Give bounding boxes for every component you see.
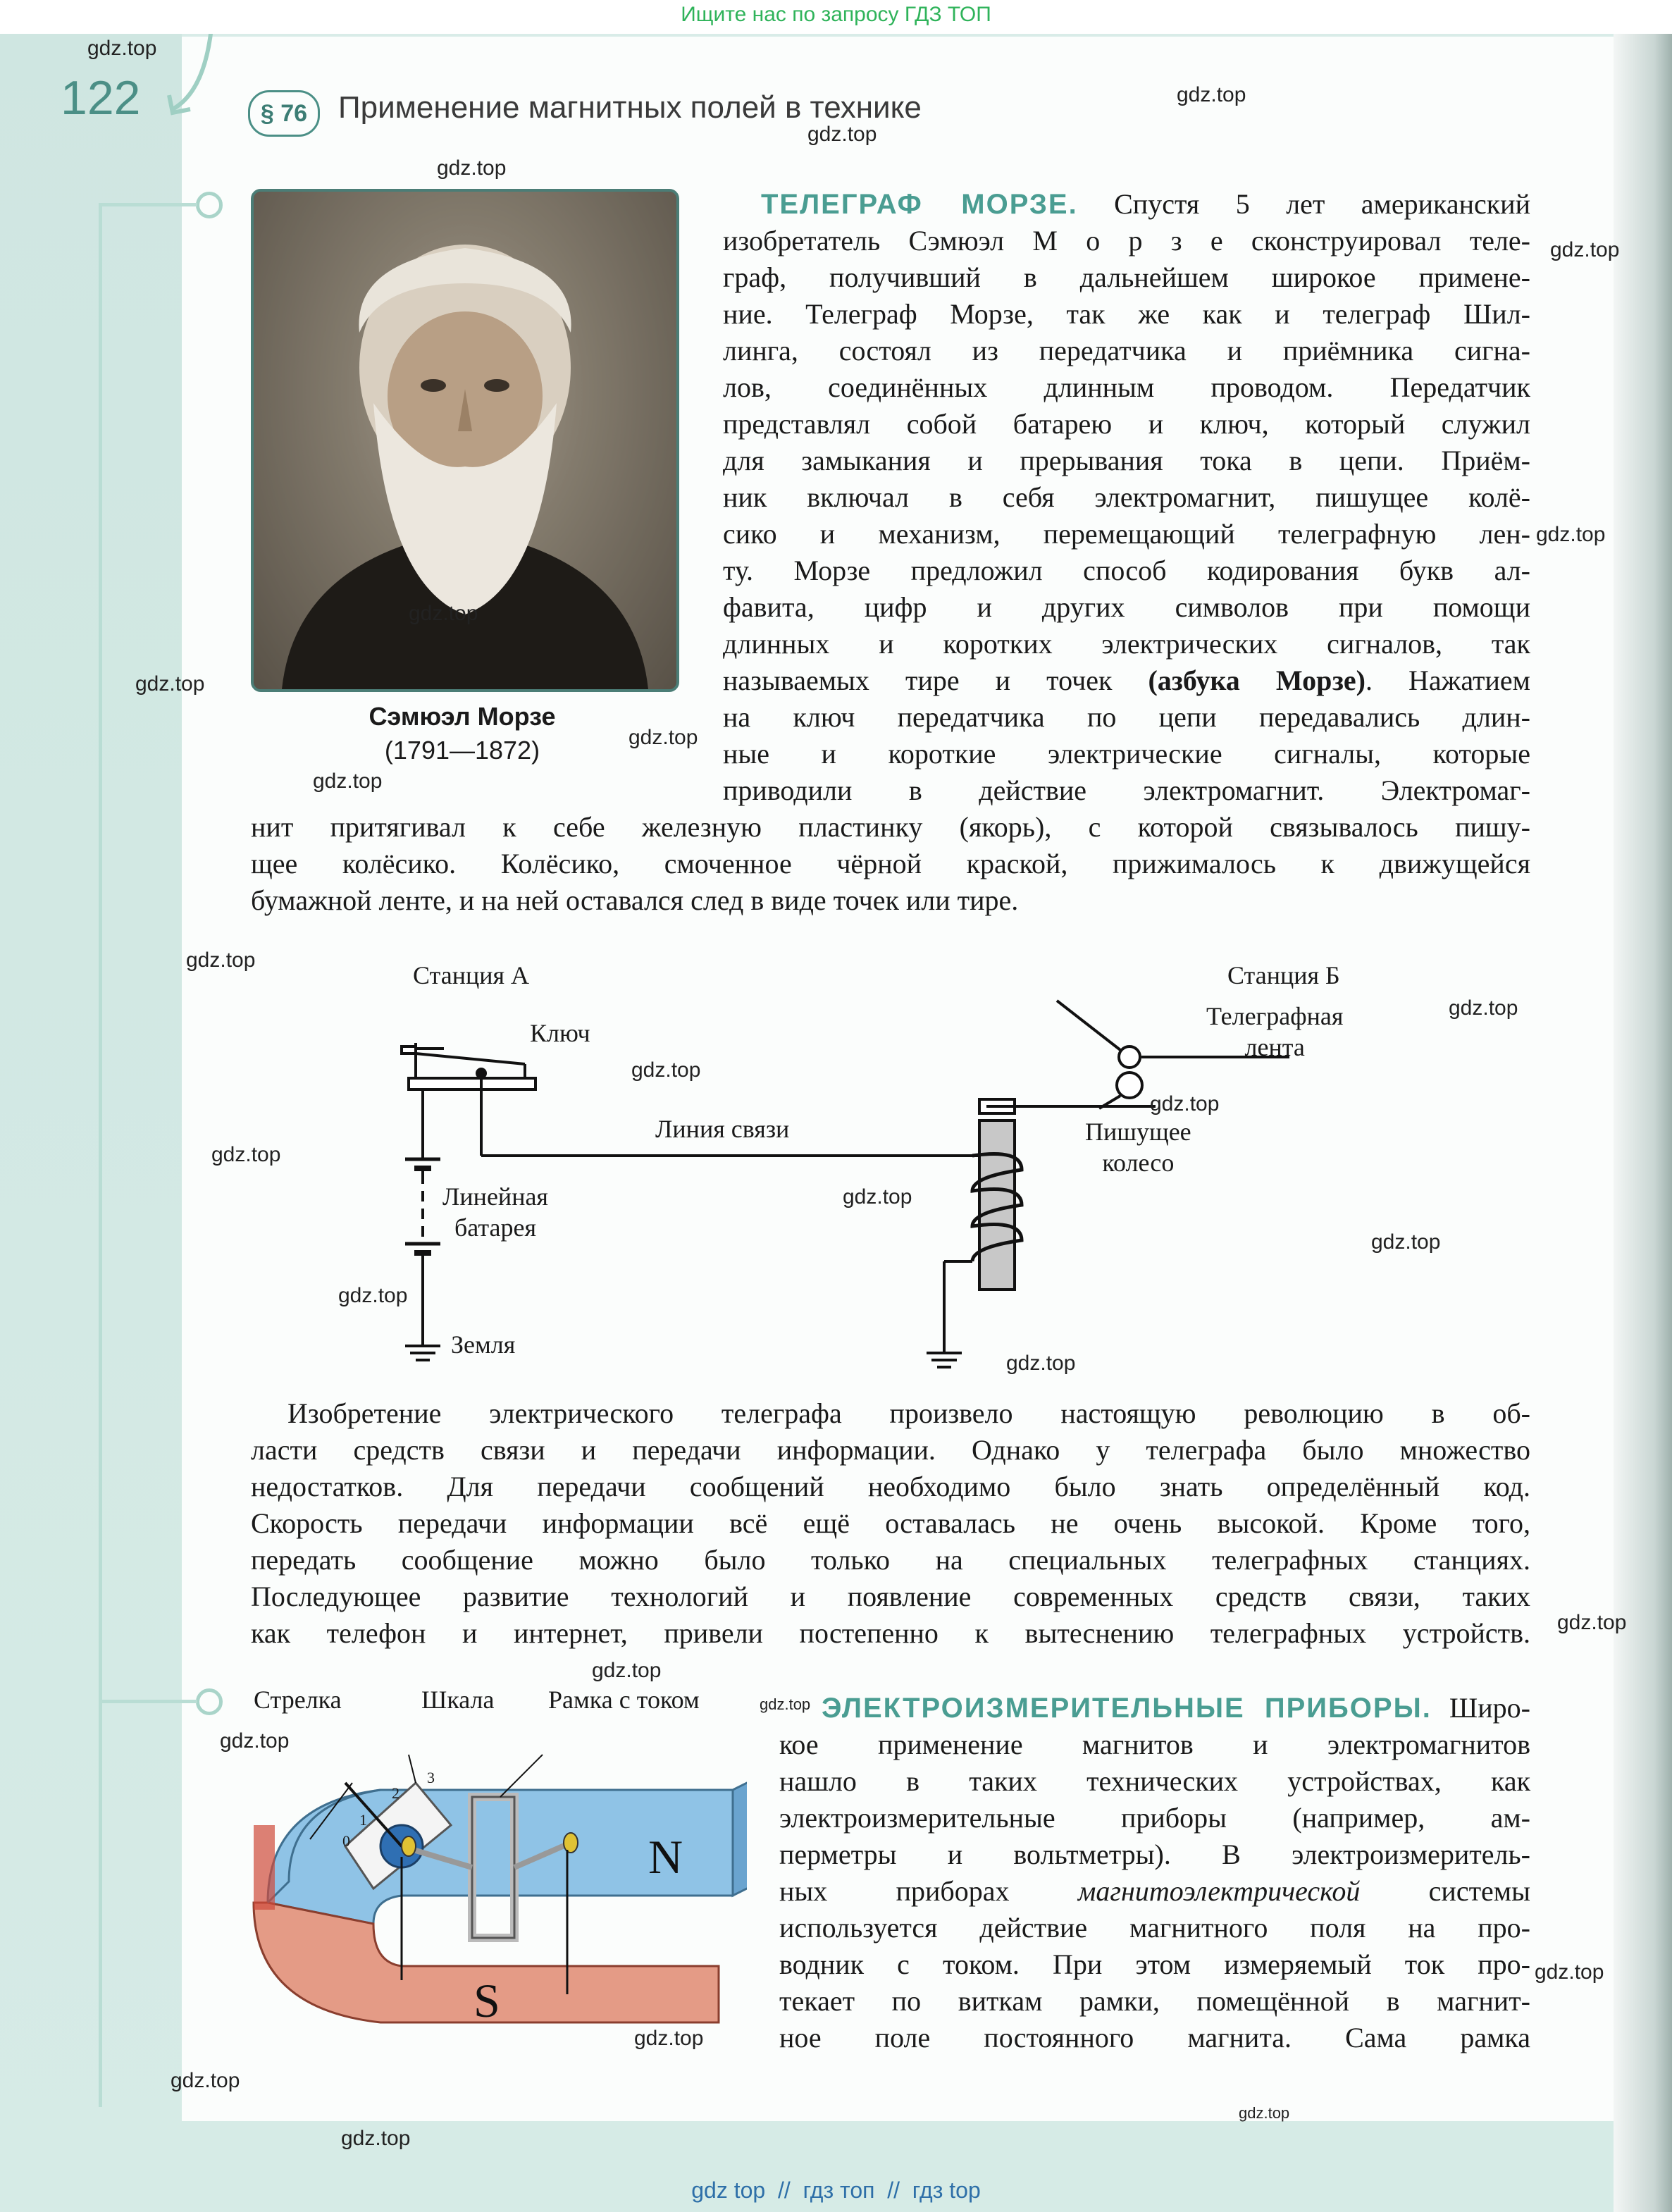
watermark: gdz.top bbox=[1006, 1352, 1076, 1375]
watermark: gdz.top bbox=[313, 770, 383, 793]
battery-label: Линейная батарея bbox=[442, 1182, 548, 1242]
instruments-line-4: электроизмерительные приборы (например, ам- bbox=[779, 1802, 1530, 1834]
watermark: gdz.top bbox=[1536, 523, 1606, 546]
telegraph-line-8: для замыкания и прерывания тока в цепи. Приём- bbox=[723, 445, 1530, 476]
instruments-line-7: используется действие магнитного поля на про- bbox=[779, 1912, 1530, 1944]
watermark: gdz.top bbox=[409, 602, 478, 625]
footer-links[interactable]: gdz top // гдз топ // гдз top bbox=[691, 2177, 981, 2203]
section-title: Применение магнитных полей в технике bbox=[338, 90, 922, 125]
watermark: gdz.top bbox=[135, 672, 205, 696]
watermark: gdz.top bbox=[843, 1185, 912, 1209]
telegraph-wide-line-2: щее колёсико. Колёсико, смоченное чёрной краской, прижималось к движущейся bbox=[251, 848, 1530, 879]
instruments-line-2: кое применение магнитов и электромагнитов bbox=[779, 1729, 1530, 1760]
telegraph-line-3: граф, получивший в дальнейшем широкое примене- bbox=[723, 261, 1530, 293]
key-base bbox=[409, 1078, 535, 1089]
portrait-caption-name: Сэмюэл Морзе bbox=[369, 702, 556, 731]
ground-label: Земля bbox=[451, 1330, 516, 1359]
telegraph-line-4: ние. Телеграф Морзе, так же как и телеграф Шил- bbox=[723, 298, 1530, 330]
guide-node-top bbox=[196, 192, 223, 218]
telegraph-line-14: называемых тире и точек (азбука Морзе). Нажатием bbox=[723, 665, 1530, 696]
telegraph-line-15: на ключ передатчика по цепи передавались длин- bbox=[723, 701, 1530, 733]
watermark: gdz.top bbox=[592, 1659, 662, 1682]
top-banner bbox=[0, 0, 1672, 34]
telegraph-wide-line-1: нит притягивал к себе железную пластинку (якорь), с которой связывалось пишу- bbox=[251, 811, 1530, 843]
page-fold-shadow bbox=[1614, 0, 1672, 2212]
watermark: gdz.top bbox=[1239, 2104, 1290, 2122]
frame-label: Рамка с током bbox=[548, 1686, 700, 1714]
telegraph-line-5: линга, состоял из передатчика и приёмника сигна- bbox=[723, 335, 1530, 366]
watermark: gdz.top bbox=[341, 2127, 411, 2150]
instruments-line-10: ное поле постоянного магнита. Сама рамка bbox=[779, 2022, 1530, 2053]
scale-mark-2: 2 bbox=[392, 1784, 400, 1802]
telegraph-line-9: ник включал в себя электромагнит, пишущее колё- bbox=[723, 481, 1530, 513]
banner-text[interactable]: Ищите нас по запросу ГДЗ ТОП bbox=[681, 3, 991, 26]
instruments-line-3: нашло в таких технических устройствах, как bbox=[779, 1765, 1530, 1797]
arrow-label: Стрелка bbox=[254, 1686, 342, 1714]
station-a-label: Станция А bbox=[413, 961, 530, 989]
telegraph-line-6: лов, соединённых длинным проводом. Передатчик bbox=[723, 371, 1530, 403]
telegraph-line-7: представлял собой батарею и ключ, который служил bbox=[723, 408, 1530, 440]
telegraph-line-11: ту. Морзе предложил способ кодирования букв ал- bbox=[723, 555, 1530, 586]
wheel-label: Пишущее колесо bbox=[1085, 1118, 1191, 1177]
instruments-line-5: перметры и вольтметры). В электроизмеритель- bbox=[779, 1839, 1530, 1870]
section-badge: § 76 bbox=[248, 90, 320, 137]
watermark: gdz.top bbox=[437, 156, 507, 180]
invention-line-5: передать сообщение можно было только на специальных телеграфных станциях. bbox=[251, 1544, 1530, 1576]
south-pole-label: S bbox=[473, 1974, 500, 2027]
watermark: gdz.top bbox=[1449, 996, 1518, 1020]
telegraph-line-10: сико и механизм, перемещающий телеграфную лен- bbox=[723, 518, 1530, 550]
telegraph-line-16: ные и короткие электрические сигналы, которые bbox=[723, 738, 1530, 770]
scale-label: Шкала bbox=[421, 1686, 495, 1714]
guide-node-bottom bbox=[196, 1688, 223, 1715]
instruments-line-1: ЭЛЕКТРОИЗМЕРИТЕЛЬНЫЕ ПРИБОРЫ. Широ- bbox=[822, 1692, 1530, 1724]
telegraph-wide-line-3: бумажной ленте, и на ней оставался след в виде точек или тире. bbox=[251, 884, 1019, 916]
watermark: gdz.top bbox=[807, 123, 877, 146]
telegraph-line-1: ТЕЛЕГРАФ МОРЗЕ. Спустя 5 лет американский bbox=[761, 188, 1530, 220]
telegraph-heading: ТЕЛЕГРАФ МОРЗЕ. bbox=[761, 189, 1078, 220]
margin-guide-line bbox=[99, 204, 102, 2107]
watermark: gdz.top bbox=[186, 949, 256, 972]
instruments-line-6: ных приборах магнитоэлектрической системы bbox=[779, 1875, 1530, 1907]
line-label: Линия связи bbox=[655, 1115, 790, 1143]
tape-label: Телеграфная лента bbox=[1206, 1002, 1344, 1061]
instruments-heading: ЭЛЕКТРОИЗМЕРИТЕЛЬНЫЕ ПРИБОРЫ. bbox=[822, 1693, 1432, 1724]
station-b-label: Станция Б bbox=[1227, 961, 1340, 989]
morse-code-term: (азбука Морзе) bbox=[1148, 665, 1366, 696]
invention-line-6: Последующее развитие технологий и появление современных средств связи, таких bbox=[251, 1581, 1530, 1612]
instruments-line-8: водник с током. При этом измеряемый ток про- bbox=[779, 1948, 1530, 1980]
telegraph-line-2: изобретатель Сэмюэл М о р з е сконструировал теле- bbox=[723, 225, 1530, 257]
watermark: gdz.top bbox=[1150, 1092, 1220, 1116]
telegraph-line-13: длинных и коротких электрических сигналов, так bbox=[723, 628, 1530, 660]
telegraph-line-17: приводили в действие электромагнит. Электромаг- bbox=[723, 774, 1530, 806]
key-lever bbox=[416, 1054, 525, 1064]
invention-line-4: Скорость передачи информации всё ещё оставалась не очень высокой. Кроме того, bbox=[251, 1507, 1530, 1539]
watermark: gdz.top bbox=[631, 1058, 701, 1082]
key-label: Ключ bbox=[530, 1019, 590, 1047]
guide-connector-top bbox=[99, 203, 197, 206]
watermark: gdz.top bbox=[1371, 1230, 1441, 1254]
invention-line-7: как телефон и интернет, привели постепенно к вытеснению телеграфных устройств. bbox=[251, 1617, 1530, 1649]
watermark: gdz.top bbox=[87, 37, 157, 60]
watermark: gdz.top bbox=[220, 1729, 290, 1753]
scale-mark-0: 0 bbox=[342, 1832, 350, 1850]
watermark: gdz.top bbox=[1557, 1611, 1627, 1634]
portrait-caption-years: (1791—1872) bbox=[384, 736, 540, 765]
watermark: gdz.top bbox=[1177, 83, 1246, 106]
invention-line-2: ласти средств связи и передачи информации. Однако у телеграфа было множество bbox=[251, 1434, 1530, 1466]
invention-line-1: Изобретение электрического телеграфа произвело настоящую революцию в об- bbox=[287, 1397, 1530, 1429]
magnetoelectric-term: магнитоэлектрической bbox=[1077, 1875, 1361, 1907]
north-pole-label: N bbox=[648, 1830, 683, 1884]
scale-mark-3: 3 bbox=[427, 1769, 435, 1786]
instruments-line-9: текает по виткам рамки, помещённой в магнит- bbox=[779, 1985, 1530, 2017]
watermark: gdz.top bbox=[171, 2069, 240, 2092]
watermark: gdz.top bbox=[1535, 1960, 1604, 1984]
telegraph-line-12: фавита, цифр и других символов при помощи bbox=[723, 591, 1530, 623]
watermark: gdz.top bbox=[211, 1143, 281, 1166]
watermark: gdz.top bbox=[628, 726, 698, 749]
guide-connector-bottom bbox=[99, 1700, 197, 1703]
watermark: gdz.top bbox=[634, 2027, 704, 2050]
watermark: gdz.top bbox=[338, 1284, 408, 1307]
left-margin-band bbox=[0, 0, 182, 2212]
corner-arrow bbox=[155, 28, 233, 134]
watermark: gdz.top bbox=[1550, 238, 1620, 261]
page-number: 122 bbox=[61, 71, 141, 125]
watermark: gdz.top bbox=[760, 1695, 811, 1713]
invention-line-3: недостатков. Для передачи сообщений необходимо было знать определённый код. bbox=[251, 1471, 1530, 1502]
scale-mark-1: 1 bbox=[359, 1811, 367, 1829]
